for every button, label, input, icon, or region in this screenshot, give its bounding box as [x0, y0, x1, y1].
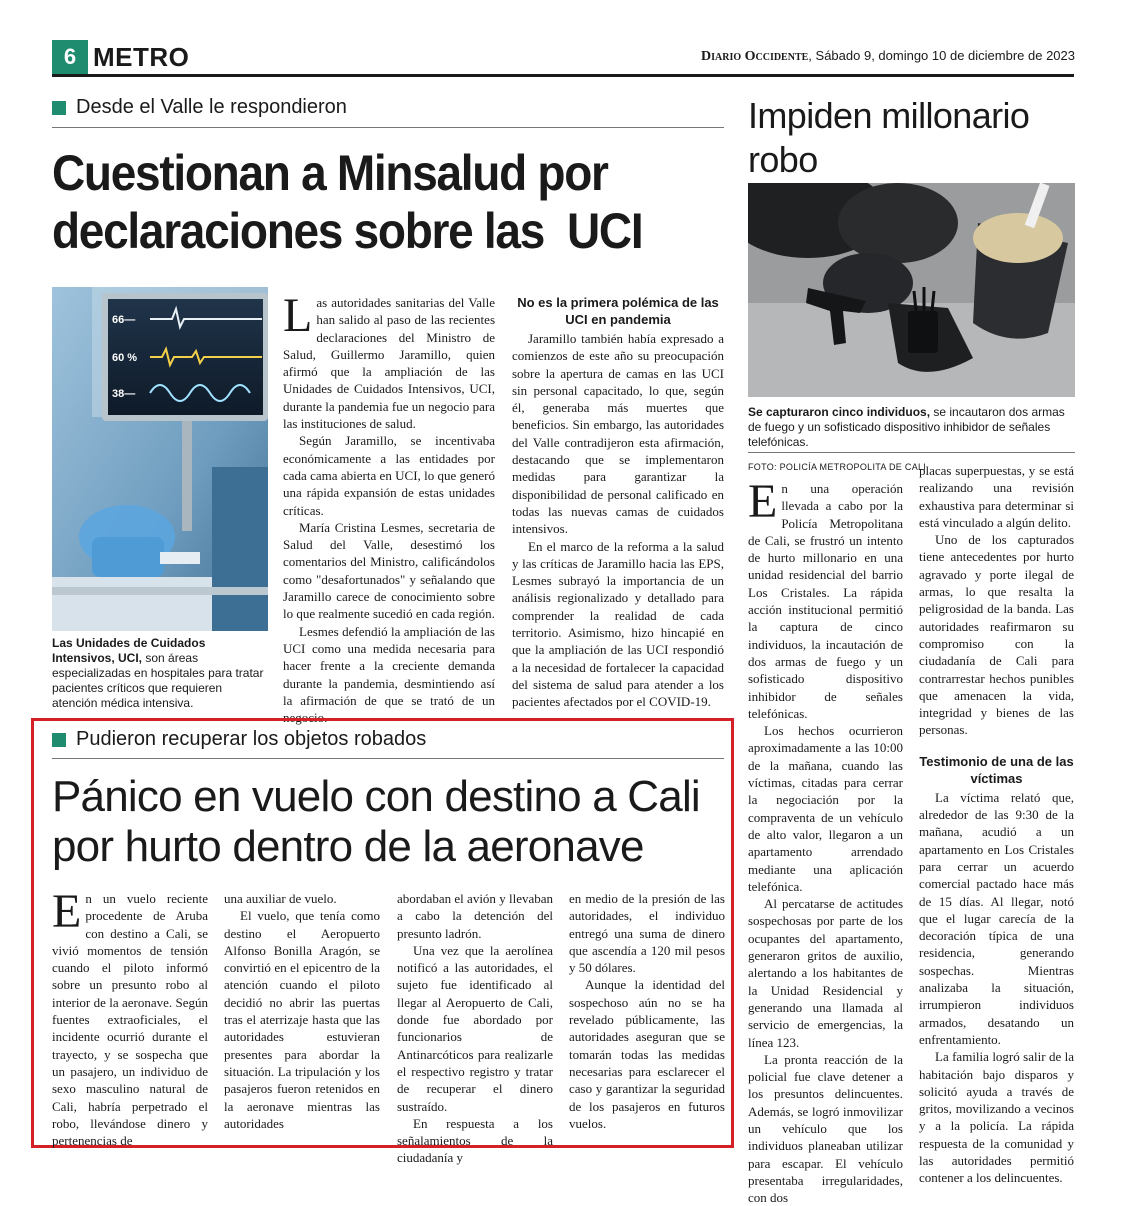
article3-column4 — [569, 890, 725, 1132]
article2-column1 — [748, 475, 903, 1206]
article3-paragraph: Aunque la identidad del sospechoso aún no se ha revelado públicamente, las autoridades aseguran que se tomarán todas las medidas necesarias para esclarecer el caso y garantizar la seguridad de los pasajeros en futuros vuelos. — [569, 977, 725, 1131]
article1-paragraph: Jaramillo también había expresado a comienzos de este año su preocupación sobre la apertura de camas en las UCI sin personal capacitado, lo que, según él, generaba más muertes que beneficios. Sin embargo, las autoridades del Valle contradijeron esta afirmación, destacando que se implementaron medidas para garantizar la disponibilidad de personal calificado en todas las nuevas camas de cuidados intensivos. — [512, 331, 724, 537]
icu-photo-illustration — [52, 287, 268, 631]
article2-caption-rule — [748, 452, 1075, 453]
article3-headline — [52, 772, 732, 872]
paragraph-text: n un vuelo reciente procedente de Aruba con destino a Cali, se vivió momentos de tensión cuando el piloto informó sobre un presunto robo al interior de la aeronave. Según fuentes extraoficiales, el incidente ocurrió durante el trayecto, y se sospecha que un pasajero, un individuo de sexo masculino natural de Cali, habría perpetrado el robo, llevándose dinero y pertenencias de — [52, 891, 208, 1149]
article2-paragraph — [748, 475, 903, 722]
article2-caption-bold: Se capturaron cinco individuos, — [748, 405, 931, 419]
article3-paragraph: En respuesta a los señalamientos de la ciudadanía y — [397, 1115, 553, 1166]
monitor-reading-3: 38— — [112, 388, 136, 400]
article3-paragraph: El vuelo, que tenía como destino el Aeropuerto Alfonso Bonilla Aragón, se convirtió en el epicentro de la atención cuando el piloto decidió no abrir las puertas tras el aterrizaje hasta que las autoridades estuvieran presentes para abordar la situación. La tripulación y los pasajeros fueron retenidos en la aeronave mientras las autoridades — [224, 908, 380, 1131]
header-rule — [52, 74, 1074, 77]
article1-caption — [52, 636, 268, 711]
article3-paragraph: en medio de la presión de las autoridades, el individuo entregó una suma de dinero que ascendía a 120 mil pesos y 50 dólares. — [569, 891, 725, 976]
dateline: Diario Occidente, Sábado 9, domingo 10 de diciembre de 2023 — [701, 48, 1075, 64]
article1-paragraph: Lesmes defendió la ampliación de las UCI como una medida necesaria para hacer frente a la creciente demanda durante la pandemia, desmintiendo así la afirmación de que se trató de un negocio. — [283, 623, 495, 726]
article1-kicker — [52, 96, 347, 119]
article1-caption-text: son áreas especializadas en hospitales para tratar pacientes críticos que requieren atención médica intensiva. — [52, 651, 264, 710]
article3-paragraph: Una vez que la aerolínea notificó a las autoridades, el sujeto fue identificado al llegar al Aeropuerto de Cali, donde fue abordado por funcionarios de Antinarcóticos para realizarle el respectivo registro y tratar de recuperar el dinero sustraído. — [397, 942, 553, 1114]
article1-subhead: No es la primera polémica de las UCI en pandemia — [517, 295, 719, 327]
article1-headline-line2: declaraciones sobre las UCI — [52, 203, 643, 259]
article1-paragraph: Según Jaramillo, se incentivaba económicamente a las entidades por cada cama abierta en UCI, lo que generó una rápida expansión de estas unidades críticas. — [283, 433, 495, 518]
article3-headline-line1: Pánico en vuelo con destino a Cali — [52, 772, 700, 821]
article1-headline — [52, 144, 733, 260]
article3-paragraph: abordaban el avión y llevaban a cabo la detención del presunto ladrón. — [397, 891, 553, 941]
article2-caption — [748, 405, 1075, 450]
article1-caption-bold: Las Unidades de Cuidados Intensivos, UCI, — [52, 636, 206, 665]
article2-paragraph: Uno de los capturados tiene antecedentes por hurto agravado y porte ilegal de armas, lo que resalta la peligrosidad de la banda. Las autoridades reafirmaron su compromiso con la ciudadanía de Cali para contrarrestar hechos punibles que amenacen la vida, integridad y bienes de las personas. — [919, 532, 1074, 738]
article1-photo — [52, 287, 268, 631]
article1-paragraph: En el marco de la reforma a la salud y las críticas de Jaramillo hacia las EPS, Lesmes subrayó la importancia de un análisis regionalizado y detallado para comprender la realidad de cada territorio. Asimismo, hizo hincapié en que la ampliación de las UCI respondió a la necesidad de fortalecer la capacidad del sistema de salud para atender a los pacientes afectados por el COVID-19. — [512, 538, 724, 710]
article3-paragraph — [52, 885, 208, 1149]
article3-headline-line2: por hurto dentro de la aeronave — [52, 822, 644, 871]
monitor-reading-2: 60 % — [112, 352, 138, 364]
dropcap: E — [748, 475, 778, 528]
article3-kicker — [52, 728, 426, 751]
article2-headline-line1: Impiden millonario robo — [748, 95, 1030, 180]
article2-paragraph: La víctima relató que, alrededor de las 9:30 de la mañana, acudió a un apartamento en Los Cristales para cerrar un acuerdo comercial pactado hace más de 15 días. Al llegar, notó que el lugar carecía de la decoración típica de una residencia, generando sospechas. Mientras analizaba la situación, irrumpieron individuos armados, desatando un enfrentamiento. — [919, 789, 1074, 1047]
article1-paragraph — [283, 289, 495, 432]
monitor-reading-1: 66— — [112, 314, 136, 326]
article3-column1 — [52, 885, 208, 1149]
seized-items-photo-illustration — [748, 183, 1075, 397]
article2-subhead: Testimonio de una de las víctimas — [919, 753, 1074, 786]
article2-paragraph: Los hechos ocurrieron aproximadamente a las 10:00 de la mañana, cuando las víctimas, citadas para cerrar la negociación por la compraventa de un vehículo de alto valor, llegaron a un apartamento arrendado mediante una aplicación telefónica. — [748, 723, 903, 894]
article1-paragraph: María Cristina Lesmes, secretaria de Salud del Valle, desestimó los comentarios del Ministro, calificándolos como "desafortunados" y señalando que Jaramillo carece de conocimiento sobre lo que realmente sucedió en cada región. — [283, 519, 495, 622]
article2-paragraph: placas superpuestas, y se está realizando una revisión exhaustiva para determinar si está vinculado a algún delito. — [919, 463, 1074, 530]
article3-paragraph: una auxiliar de vuelo. — [224, 891, 337, 906]
dropcap: E — [52, 885, 82, 938]
article1-column2 — [512, 294, 724, 711]
article1-column1 — [283, 289, 495, 726]
issue-date: Sábado 9, domingo 10 de diciembre de 2023 — [815, 48, 1075, 63]
article3-kicker-text: Pudieron recuperar los objetos robados — [76, 728, 427, 750]
article2-column2 — [919, 462, 1074, 1187]
article2-caption-text: se incautaron dos armas de fuego y un sofisticado dispositivo inhibidor de señales telefónicas. — [748, 405, 1065, 449]
article1-kicker-text: Desde el Valle le respondieron — [76, 96, 347, 118]
article3-kicker-rule — [52, 758, 724, 759]
paragraph-text: as autoridades sanitarias del Valle han salido al paso de las recientes declaraciones del Ministro de Salud, Guillermo Jaramillo, quien afirmó que la ampliación de las Unidades de Cuidados Intensivos, UCI, durante la pandemia fue un negocio para las instituciones de salud. — [283, 295, 495, 432]
section-title: METRO — [93, 42, 190, 72]
article2-paragraph: La pronta reacción de la policial fue clave detener a los presuntos delincuentes. Además, se logró inmovilizar un vehículo que los individuos planeaban utilizar para escapar. El vehículo presentaba irregularidades, con dos — [748, 1051, 903, 1206]
article3-column3 — [397, 890, 553, 1167]
article1-headline-line1: Cuestionan a Minsalud por — [52, 145, 608, 201]
article1-kicker-rule — [52, 127, 724, 128]
dropcap: L — [283, 289, 313, 342]
paragraph-text: n una operación llevada a cabo por la Policía Metropolitana de Cali, se frustró un intento de hurto millonario en una unidad residencial del barrio Los Cristales. La rápida acción institucional permitió la captura de cinco individuos, la incautación de dos armas de fuego y un sofisticado dispositivo inhibidor de señales telefónicas. — [748, 481, 903, 721]
article2-photo — [748, 183, 1075, 397]
newspaper-name: Diario Occidente — [701, 49, 809, 64]
article3-column2 — [224, 890, 380, 1132]
article2-paragraph: La familia logró salir de la habitación bajo disparos y solicitó ayuda a través de gritos, movilizando a vecinos y a la policía. La rápida respuesta de la comunidad y las autoridades permitió contener a los delincuentes. — [919, 1049, 1074, 1186]
article2-paragraph: Al percatarse de actitudes sospechosas por parte de los ocupantes del apartamento, generaron gritos de auxilio, alertando a los habitantes de la Unidad Residencial y generando una llamada al servicio de emergencias, la línea 123. — [748, 896, 903, 1050]
page-number: 6 — [52, 40, 88, 74]
kicker-square-icon — [52, 733, 66, 747]
kicker-square-icon — [52, 101, 66, 115]
article2-photo-credit: FOTO: POLICÍA METROPOLITA DE CALI — [748, 462, 927, 472]
